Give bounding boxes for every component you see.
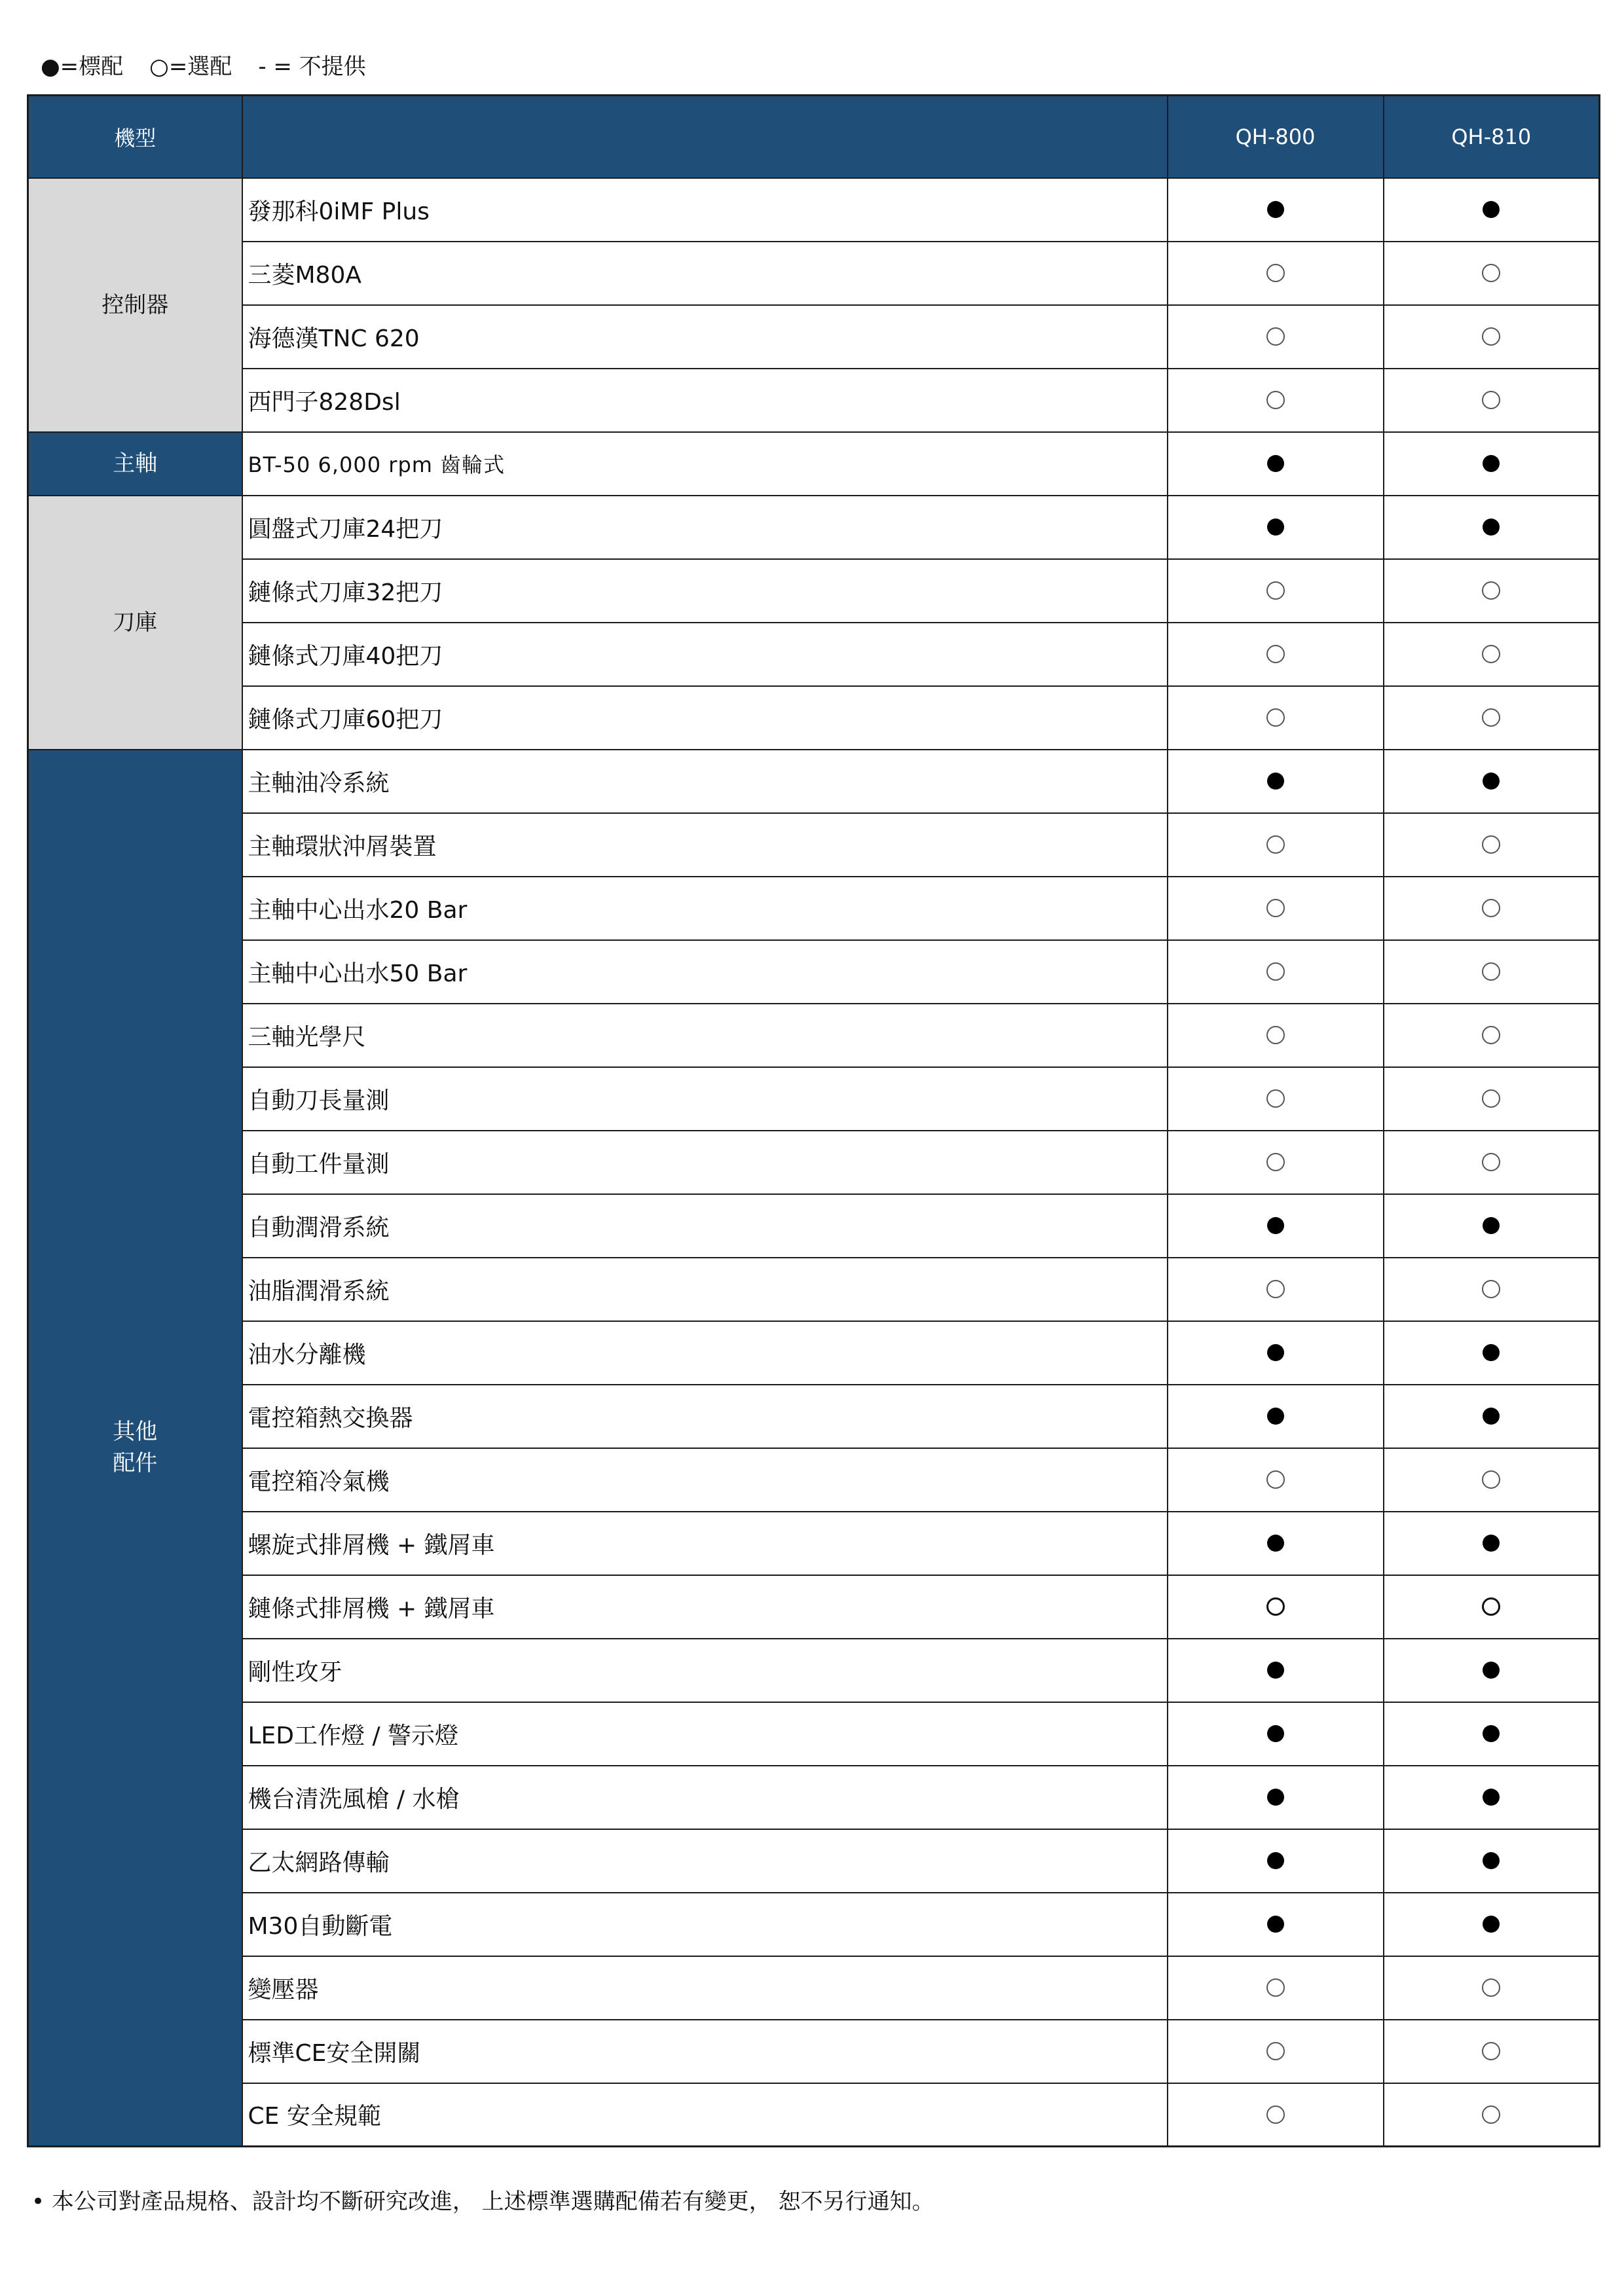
table-row [28,623,1600,686]
table-row [28,242,1600,305]
optional-circle-icon [1482,645,1500,663]
optional-circle-icon [1482,835,1500,854]
table-row [28,1194,1600,1258]
availability-cell [1384,1067,1600,1131]
optional-circle-icon [1482,1089,1500,1108]
optional-circle-icon [1266,1978,1285,1997]
table-row [28,432,1600,496]
availability-cell [1168,623,1384,686]
optional-circle-icon [1266,899,1285,917]
optional-circle-icon [1266,962,1285,981]
feature-name: 主軸中心出水20 Bar [242,877,1168,940]
optional-circle-icon [1266,645,1285,663]
feature-name: 標準CE安全開關 [242,2020,1168,2083]
standard-dot-icon [1483,1535,1500,1552]
feature-name: 乙太網路傳輸 [242,1829,1168,1893]
table-row [28,686,1600,750]
table-row [28,1512,1600,1575]
table-row [28,813,1600,877]
feature-name: 海德漢TNC 620 [242,305,1168,369]
table-row [28,1766,1600,1829]
availability-cell [1384,1258,1600,1321]
optional-circle-icon [1482,708,1500,727]
standard-dot-icon [1267,1535,1284,1552]
availability-cell [1168,1004,1384,1067]
feature-name: BT-50 6,000 rpm 齒輪式 [242,432,1168,496]
table-row [28,1004,1600,1067]
availability-cell [1384,623,1600,686]
standard-dot-icon [1483,455,1500,472]
availability-cell [1168,1512,1384,1575]
header-model-qh-810: QH-810 [1384,96,1600,178]
legend-optional: ○=選配 [149,53,232,80]
optional-circle-icon [1482,391,1500,409]
table-row [28,940,1600,1004]
availability-cell [1168,1194,1384,1258]
table-row [28,1448,1600,1512]
optional-circle-icon [1266,2042,1285,2060]
legend-not-provided: - = 不提供 [258,53,366,80]
feature-name: CE 安全規範 [242,2083,1168,2147]
table-row [28,1575,1600,1639]
standard-dot-icon [1267,519,1284,536]
availability-cell [1384,242,1600,305]
feature-name: 自動工件量測 [242,1131,1168,1194]
availability-cell [1384,1385,1600,1448]
feature-name: 三菱M80A [242,242,1168,305]
feature-name: 鏈條式排屑機 + 鐵屑車 [242,1575,1168,1639]
availability-cell [1384,178,1600,242]
availability-cell [1168,750,1384,813]
category-cell: 其他 配件 [28,750,242,2147]
availability-cell [1168,1131,1384,1194]
table-row [28,1321,1600,1385]
optional-circle-icon [1482,1470,1500,1489]
table-row [28,1258,1600,1321]
optional-circle-icon [1266,264,1285,282]
availability-cell [1384,1512,1600,1575]
availability-cell [1168,813,1384,877]
feature-name: 發那科0iMF Plus [242,178,1168,242]
optional-circle-icon [1482,1026,1500,1044]
availability-cell [1168,1766,1384,1829]
header-model-qh-800: QH-800 [1168,96,1384,178]
standard-dot-icon [1483,1725,1500,1742]
feature-name: 主軸油冷系統 [242,750,1168,813]
optional-circle-icon [1482,1153,1500,1171]
spec-table [27,94,1600,2147]
availability-cell [1384,1956,1600,2020]
feature-name: 變壓器 [242,1956,1168,2020]
table-row [28,1067,1600,1131]
table-row [28,305,1600,369]
table-row [28,877,1600,940]
availability-cell [1168,1258,1384,1321]
feature-name: 自動刀長量測 [242,1067,1168,1131]
optional-circle-icon [1266,1153,1285,1171]
standard-dot-icon [1483,1217,1500,1234]
availability-cell [1168,1067,1384,1131]
availability-cell [1168,2020,1384,2083]
feature-name: 機台清洗風槍 / 水槍 [242,1766,1168,1829]
availability-cell [1168,940,1384,1004]
standard-dot-icon [1267,1344,1284,1361]
optional-circle-icon [1482,1597,1500,1616]
header-row [28,96,1600,178]
availability-cell [1384,2083,1600,2147]
feature-name: LED工作燈 / 警示燈 [242,1702,1168,1766]
standard-dot-icon [1267,1789,1284,1806]
optional-circle-icon [1482,264,1500,282]
optional-circle-icon [1266,391,1285,409]
optional-circle-icon [1482,899,1500,917]
availability-cell [1384,877,1600,940]
standard-dot-icon [1483,773,1500,790]
availability-cell [1384,432,1600,496]
table-row [28,1131,1600,1194]
availability-cell [1384,369,1600,432]
availability-cell [1384,940,1600,1004]
availability-cell [1168,242,1384,305]
availability-cell [1384,496,1600,559]
standard-dot-icon [1267,1662,1284,1679]
feature-name: 電控箱冷氣機 [242,1448,1168,1512]
availability-cell [1168,1385,1384,1448]
availability-cell [1384,1893,1600,1956]
optional-circle-icon [1266,708,1285,727]
availability-cell [1168,1448,1384,1512]
footnote: • 本公司對產品規格、設計均不斷研究改進， 上述標準選購配備若有變更， 恕不另行通知。 [31,2189,934,2215]
standard-dot-icon [1267,455,1284,472]
feature-name: 主軸中心出水50 Bar [242,940,1168,1004]
standard-dot-icon [1483,1916,1500,1933]
availability-cell [1168,1702,1384,1766]
standard-dot-icon [1483,1344,1500,1361]
legend-standard: ●=標配 [41,53,124,80]
table-row [28,750,1600,813]
table-row [28,496,1600,559]
feature-name: 鏈條式刀庫60把刀 [242,686,1168,750]
feature-name: 主軸環狀沖屑裝置 [242,813,1168,877]
legend [41,45,392,84]
optional-circle-icon [1482,1280,1500,1298]
standard-dot-icon [1483,1408,1500,1425]
table-row [28,1385,1600,1448]
feature-name: 剛性攻牙 [242,1639,1168,1702]
feature-name: 自動潤滑系統 [242,1194,1168,1258]
availability-cell [1384,305,1600,369]
table-row [28,2020,1600,2083]
optional-circle-icon [1266,1470,1285,1489]
availability-cell [1168,559,1384,623]
table-row [28,2083,1600,2147]
table-row [28,1639,1600,1702]
availability-cell [1168,686,1384,750]
table-row [28,369,1600,432]
optional-circle-icon [1482,2105,1500,2124]
optional-circle-icon [1482,2042,1500,2060]
standard-dot-icon [1267,1852,1284,1869]
category-cell: 控制器 [28,178,242,432]
availability-cell [1168,496,1384,559]
feature-name: 螺旋式排屑機 + 鐵屑車 [242,1512,1168,1575]
standard-dot-icon [1483,1662,1500,1679]
availability-cell [1168,1639,1384,1702]
spec-table-body [28,178,1600,2147]
availability-cell [1384,1639,1600,1702]
feature-name: 油脂潤滑系統 [242,1258,1168,1321]
category-cell: 刀庫 [28,496,242,750]
standard-dot-icon [1267,1408,1284,1425]
feature-name: 鏈條式刀庫32把刀 [242,559,1168,623]
availability-cell [1168,178,1384,242]
availability-cell [1168,1575,1384,1639]
feature-name: 鏈條式刀庫40把刀 [242,623,1168,686]
availability-cell [1384,1766,1600,1829]
header-category: 機型 [28,96,242,178]
availability-cell [1168,369,1384,432]
header-item [242,96,1168,178]
standard-dot-icon [1483,201,1500,218]
availability-cell [1384,1829,1600,1893]
optional-circle-icon [1482,581,1500,600]
optional-circle-icon [1266,327,1285,346]
availability-cell [1384,813,1600,877]
availability-cell [1384,1004,1600,1067]
standard-dot-icon [1267,1916,1284,1933]
standard-dot-icon [1267,1217,1284,1234]
feature-name: 電控箱熱交換器 [242,1385,1168,1448]
table-row [28,1829,1600,1893]
feature-name: 西門子828Dsl [242,369,1168,432]
table-row [28,1956,1600,2020]
availability-cell [1384,2020,1600,2083]
availability-cell [1384,1448,1600,1512]
optional-circle-icon [1266,581,1285,600]
table-row [28,559,1600,623]
availability-cell [1384,750,1600,813]
standard-dot-icon [1267,1725,1284,1742]
optional-circle-icon [1266,2105,1285,2124]
table-row [28,1893,1600,1956]
availability-cell [1384,1321,1600,1385]
availability-cell [1384,1702,1600,1766]
optional-circle-icon [1266,835,1285,854]
availability-cell [1384,1194,1600,1258]
availability-cell [1384,1575,1600,1639]
availability-cell [1168,1321,1384,1385]
optional-circle-icon [1482,327,1500,346]
optional-circle-icon [1482,1978,1500,1997]
availability-cell [1384,559,1600,623]
availability-cell [1168,1893,1384,1956]
availability-cell [1168,1956,1384,2020]
standard-dot-icon [1483,1789,1500,1806]
availability-cell [1168,877,1384,940]
availability-cell [1168,305,1384,369]
standard-dot-icon [1483,519,1500,536]
availability-cell [1384,1131,1600,1194]
standard-dot-icon [1267,201,1284,218]
feature-name: M30自動斷電 [242,1893,1168,1956]
availability-cell [1168,432,1384,496]
table-row [28,178,1600,242]
availability-cell [1168,1829,1384,1893]
availability-cell [1168,2083,1384,2147]
optional-circle-icon [1266,1026,1285,1044]
optional-circle-icon [1266,1597,1285,1616]
feature-name: 三軸光學尺 [242,1004,1168,1067]
table-row [28,1702,1600,1766]
feature-name: 圓盤式刀庫24把刀 [242,496,1168,559]
standard-dot-icon [1483,1852,1500,1869]
availability-cell [1384,686,1600,750]
optional-circle-icon [1266,1089,1285,1108]
category-cell: 主軸 [28,432,242,496]
optional-circle-icon [1482,962,1500,981]
optional-circle-icon [1266,1280,1285,1298]
feature-name: 油水分離機 [242,1321,1168,1385]
standard-dot-icon [1267,773,1284,790]
